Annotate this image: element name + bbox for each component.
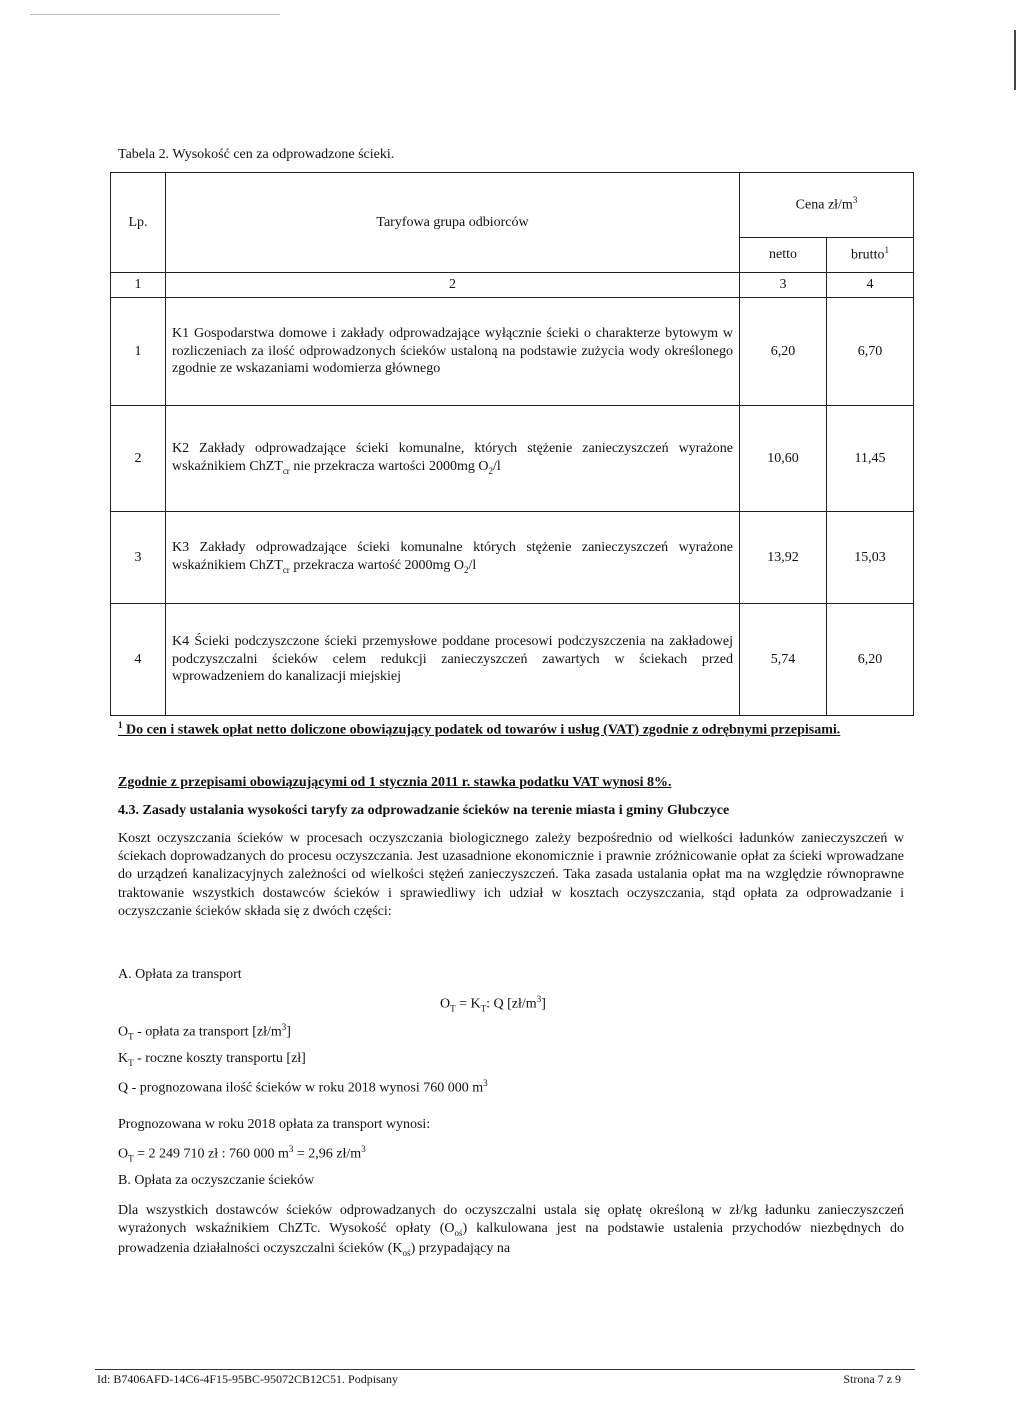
table-row xyxy=(111,406,914,512)
row-lp: 2 xyxy=(111,406,166,512)
column-number: 2 xyxy=(166,273,740,298)
row-lp: 4 xyxy=(111,604,166,716)
subsection-b-heading: B. Opłata za oczyszczanie ścieków xyxy=(118,1173,315,1188)
row-brutto: 11,45 xyxy=(827,406,914,512)
transport-calculation: $O_T = 2$ 249 710 zł : 760 000 $m^3 = 2,96$ $zł/m^3$ xyxy=(118,1144,366,1164)
row-brutto: 15,03 xyxy=(827,512,914,604)
row-lp: 1 xyxy=(111,298,166,406)
forecast-line: Prognozowana w roku 2018 opłata za transport wynosi: xyxy=(118,1117,431,1132)
table-row xyxy=(111,298,914,406)
paragraph-treatment: Dla wszystkich dostawców ścieków odprowadzanych do oczyszczalni ustala się opłatę określoną w zł/kg ładunku zanieczyszczeń wyrażonych wskaźnikiem ChZTc. Wysokość opłaty $(O_{oś})$ kalkulowana jest na podstawie ustalenia przychodów niezbędnych do prowadzenia działalności oczyszczalni ścieków $(K_{oś})$ przypadający na xyxy=(118,1203,904,1258)
header-group: Taryfowa grupa odbiorców xyxy=(166,173,740,273)
row-brutto: 6,70 xyxy=(827,298,914,406)
column-number-row xyxy=(111,273,914,298)
row-lp: 3 xyxy=(111,512,166,604)
row-netto: 13,92 xyxy=(740,512,827,604)
definition-q: Q - prognozowana ilość ścieków w roku 2018 wynosi 760 000 $m^3$ xyxy=(118,1078,488,1096)
footer-document-id: Id: B7406AFD-14C6-4F15-95BC-95072CB12C51. Podpisany xyxy=(97,1372,399,1386)
row-description: K2 Zakłady odprowadzające ścieki komunalne, których stężenie zanieczyszczeń wyrażone wskaźnikiem ChZT$_{cr}$ nie przekracza wartości 2000mg $O_2/l$ xyxy=(166,406,740,512)
row-description: K3 Zakłady odprowadzające ścieki komunalne których stężenie zanieczyszczeń wyrażone wskaźnikiem ChZT$_{cr}$ przekracza wartość 2000mg $O_2/l$ xyxy=(166,512,740,604)
table-caption: Tabela 2. Wysokość cen za odprowadzone ścieki. xyxy=(118,147,395,162)
footer-rule xyxy=(95,1369,915,1370)
footer-page-number: Strona 7 z 9 xyxy=(843,1372,901,1386)
row-netto: 10,60 xyxy=(740,406,827,512)
top-scan-rule xyxy=(30,14,280,15)
header-price: Cena $zł/m^3$ xyxy=(740,173,914,238)
column-number: 1 xyxy=(111,273,166,298)
header-brutto: brutto$^1$ xyxy=(827,238,914,273)
subsection-a-heading: A. Opłata za transport xyxy=(118,967,242,982)
header-netto: netto xyxy=(740,238,827,273)
row-brutto: 6,20 xyxy=(827,604,914,716)
row-netto: 5,74 xyxy=(740,604,827,716)
vat-footnote: $^1$ Do cen i stawek opłat netto doliczone obowiązujący podatek od towarów i usług (VAT) zgodnie z odrębnymi przepisami. xyxy=(118,720,841,738)
column-number: 3 xyxy=(740,273,827,298)
header-lp: Lp. xyxy=(111,173,166,273)
row-description: K1 Gospodarstwa domowe i zakłady odprowadzające wyłącznie ścieki o charakterze bytowym w rozliczeniach za ilość odprowadzonych ścieków ustaloną na podstawie zużycia wody określonego zgodnie ze wskazaniami wodomierza głównego xyxy=(166,298,740,406)
row-description: K4 Ścieki podczyszczone ścieki przemysłowe poddane procesowi podczyszczenia na zakładowej podczyszczalni ścieków celem redukcji zanieczyszczeń zawartych w ściekach przed wprowadzeniem do kanalizacji miejskiej xyxy=(166,604,740,716)
vat-rate-note: Zgodnie z przepisami obowiązującymi od 1 stycznia 2011 r. stawka podatku VAT wynosi 8%. xyxy=(118,775,672,790)
table-header-row xyxy=(111,173,914,238)
transport-formula: $O_T = K_T$: Q $[zł/m^3]$ xyxy=(440,994,546,1014)
paragraph-costs: Koszt oczyszczania ścieków w procesach oczyszczania biologicznego zależy bezpośrednio od wielkości ładunków zanieczyszczeń w ściekach doprowadzanych do procesu oczyszczania. Jest uzasadnione ekonomicznie i prawnie zróżnicowanie opłat za ścieki wprowadzane do urządzeń kanalizacyjnych zależności od wielkości stężeń zanieczyszczeń. Taka zasada ustalania opłat ma na względzie równoprawne traktowanie wszystkich dostawców ścieków i sprawiedliwy ich udział w kosztach oczyszczania, stąd opłata za odprowadzanie i oczyszczanie ścieków składa się z dwóch części: xyxy=(118,831,904,919)
column-number: 4 xyxy=(827,273,914,298)
table-row xyxy=(111,604,914,716)
scan-edge-mark xyxy=(1014,30,1016,90)
table-row xyxy=(111,512,914,604)
tariff-table xyxy=(110,172,914,716)
section-heading: 4.3. Zasady ustalania wysokości taryfy za odprowadzanie ścieków na terenie miasta i gminy Głubczyce xyxy=(118,803,730,818)
definition-ot: $O_T$ - opłata za transport $[zł/m^3]$ xyxy=(118,1022,291,1042)
definition-kt: $K_T$ - roczne koszty transportu [zł] xyxy=(118,1051,306,1068)
row-netto: 6,20 xyxy=(740,298,827,406)
